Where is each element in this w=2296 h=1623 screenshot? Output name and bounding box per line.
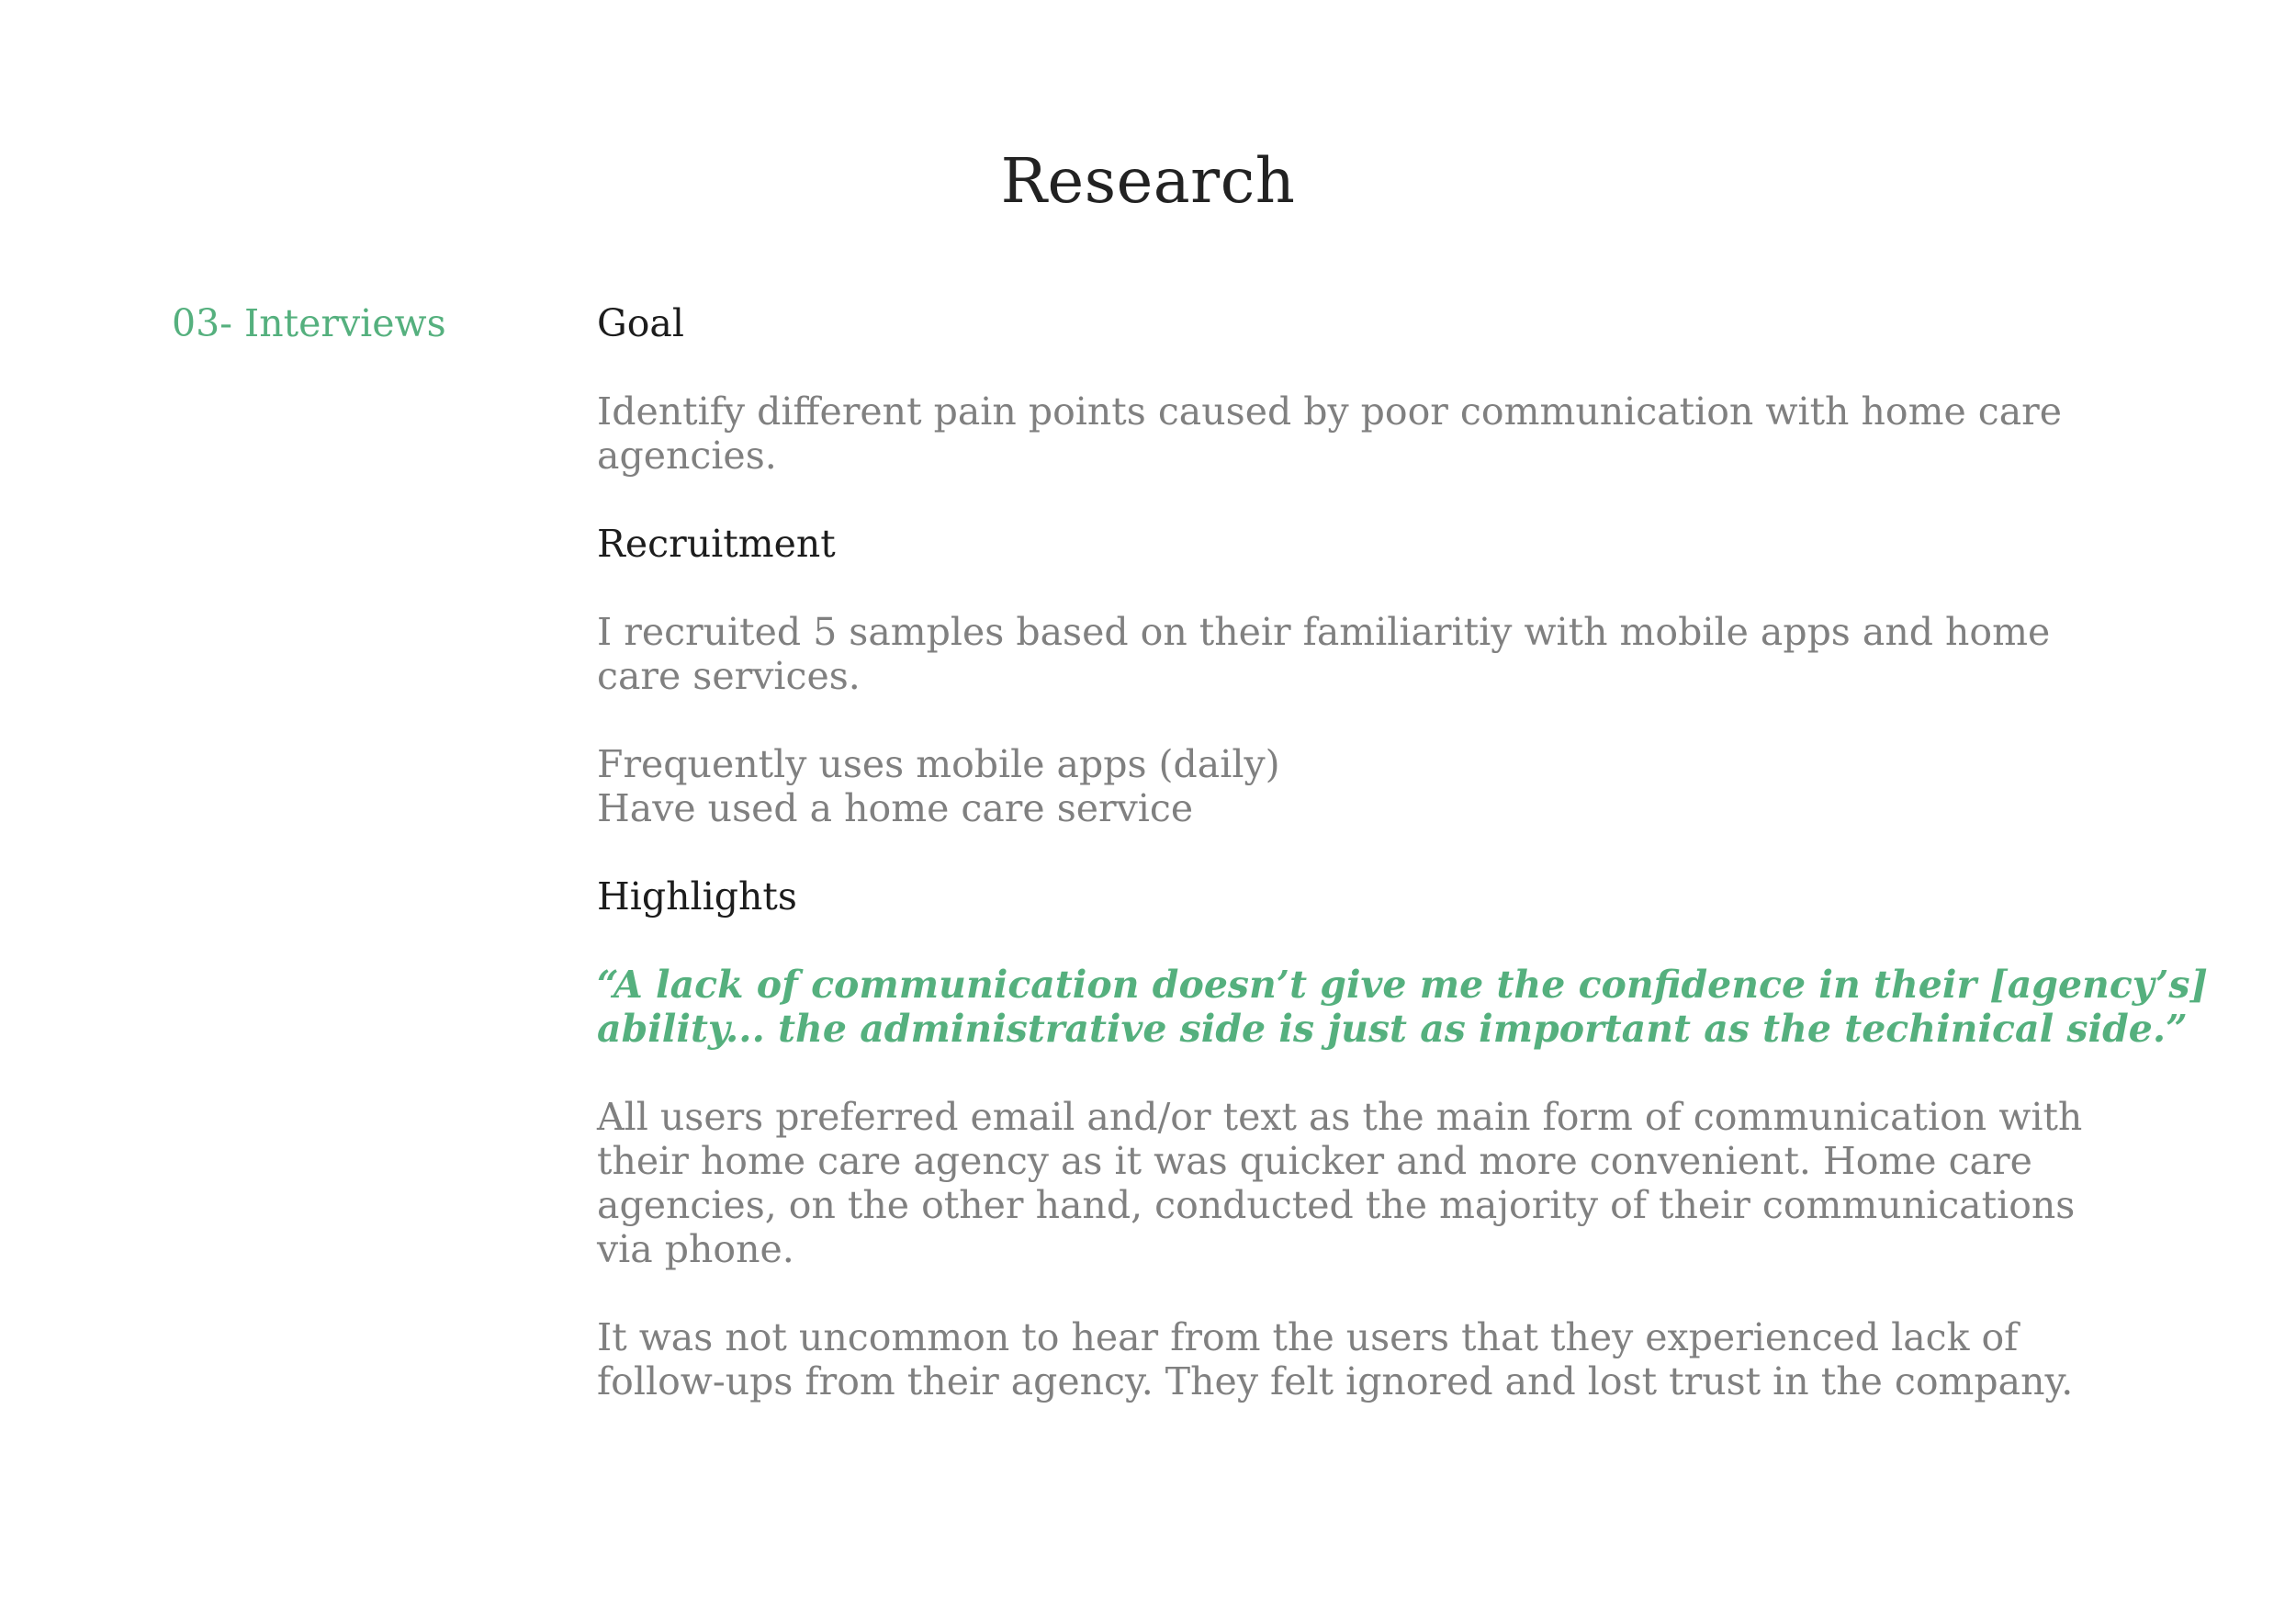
- section-label: 03- Interviews: [172, 301, 446, 345]
- goal-text: [597, 389, 2140, 478]
- criteria-item: Have used a home care service: [597, 786, 1194, 830]
- recruitment-text-line: I recruited 5 samples based on their familiaritiy with mobile apps and home: [597, 610, 2051, 654]
- paragraph-line: follow-ups from their agency. They felt ignored and lost trust in the company.: [597, 1359, 2074, 1403]
- highlights-heading: Highlights: [597, 874, 797, 919]
- recruitment-text: [597, 610, 2140, 698]
- highlight-quote: [597, 963, 2208, 1051]
- quote-line: ability... the administrative side is just as important as the techinical side.”: [597, 1007, 2188, 1051]
- paragraph-line: It was not uncommon to hear from the users that they experienced lack of: [597, 1315, 2019, 1359]
- paragraph-line: via phone.: [597, 1227, 794, 1271]
- criteria-item: Frequently uses mobile apps (daily): [597, 742, 1280, 786]
- paragraph-line: their home care agency as it was quicker and more convenient. Home care: [597, 1139, 2032, 1183]
- page-title: Research: [1000, 145, 1296, 217]
- paragraph-line: All users preferred email and/or text as the main form of communication with: [597, 1095, 2083, 1139]
- quote-line: “A lack of communication doesn’t give me the confidence in their [agency’s]: [597, 963, 2208, 1007]
- recruitment-criteria: [597, 742, 2140, 830]
- highlight-paragraph-2: [597, 1315, 2140, 1403]
- paragraph-line: agencies, on the other hand, conducted the majority of their communications: [597, 1183, 2076, 1227]
- recruitment-text-line: care services.: [597, 654, 861, 698]
- content-column: [597, 301, 2208, 1403]
- goal-text-line: Identify different pain points caused by poor communication with home care: [597, 389, 2063, 434]
- recruitment-heading: Recruitment: [597, 522, 836, 566]
- goal-text-line: agencies.: [597, 434, 777, 478]
- goal-heading: Goal: [597, 301, 684, 345]
- highlight-paragraph-1: [597, 1095, 2140, 1271]
